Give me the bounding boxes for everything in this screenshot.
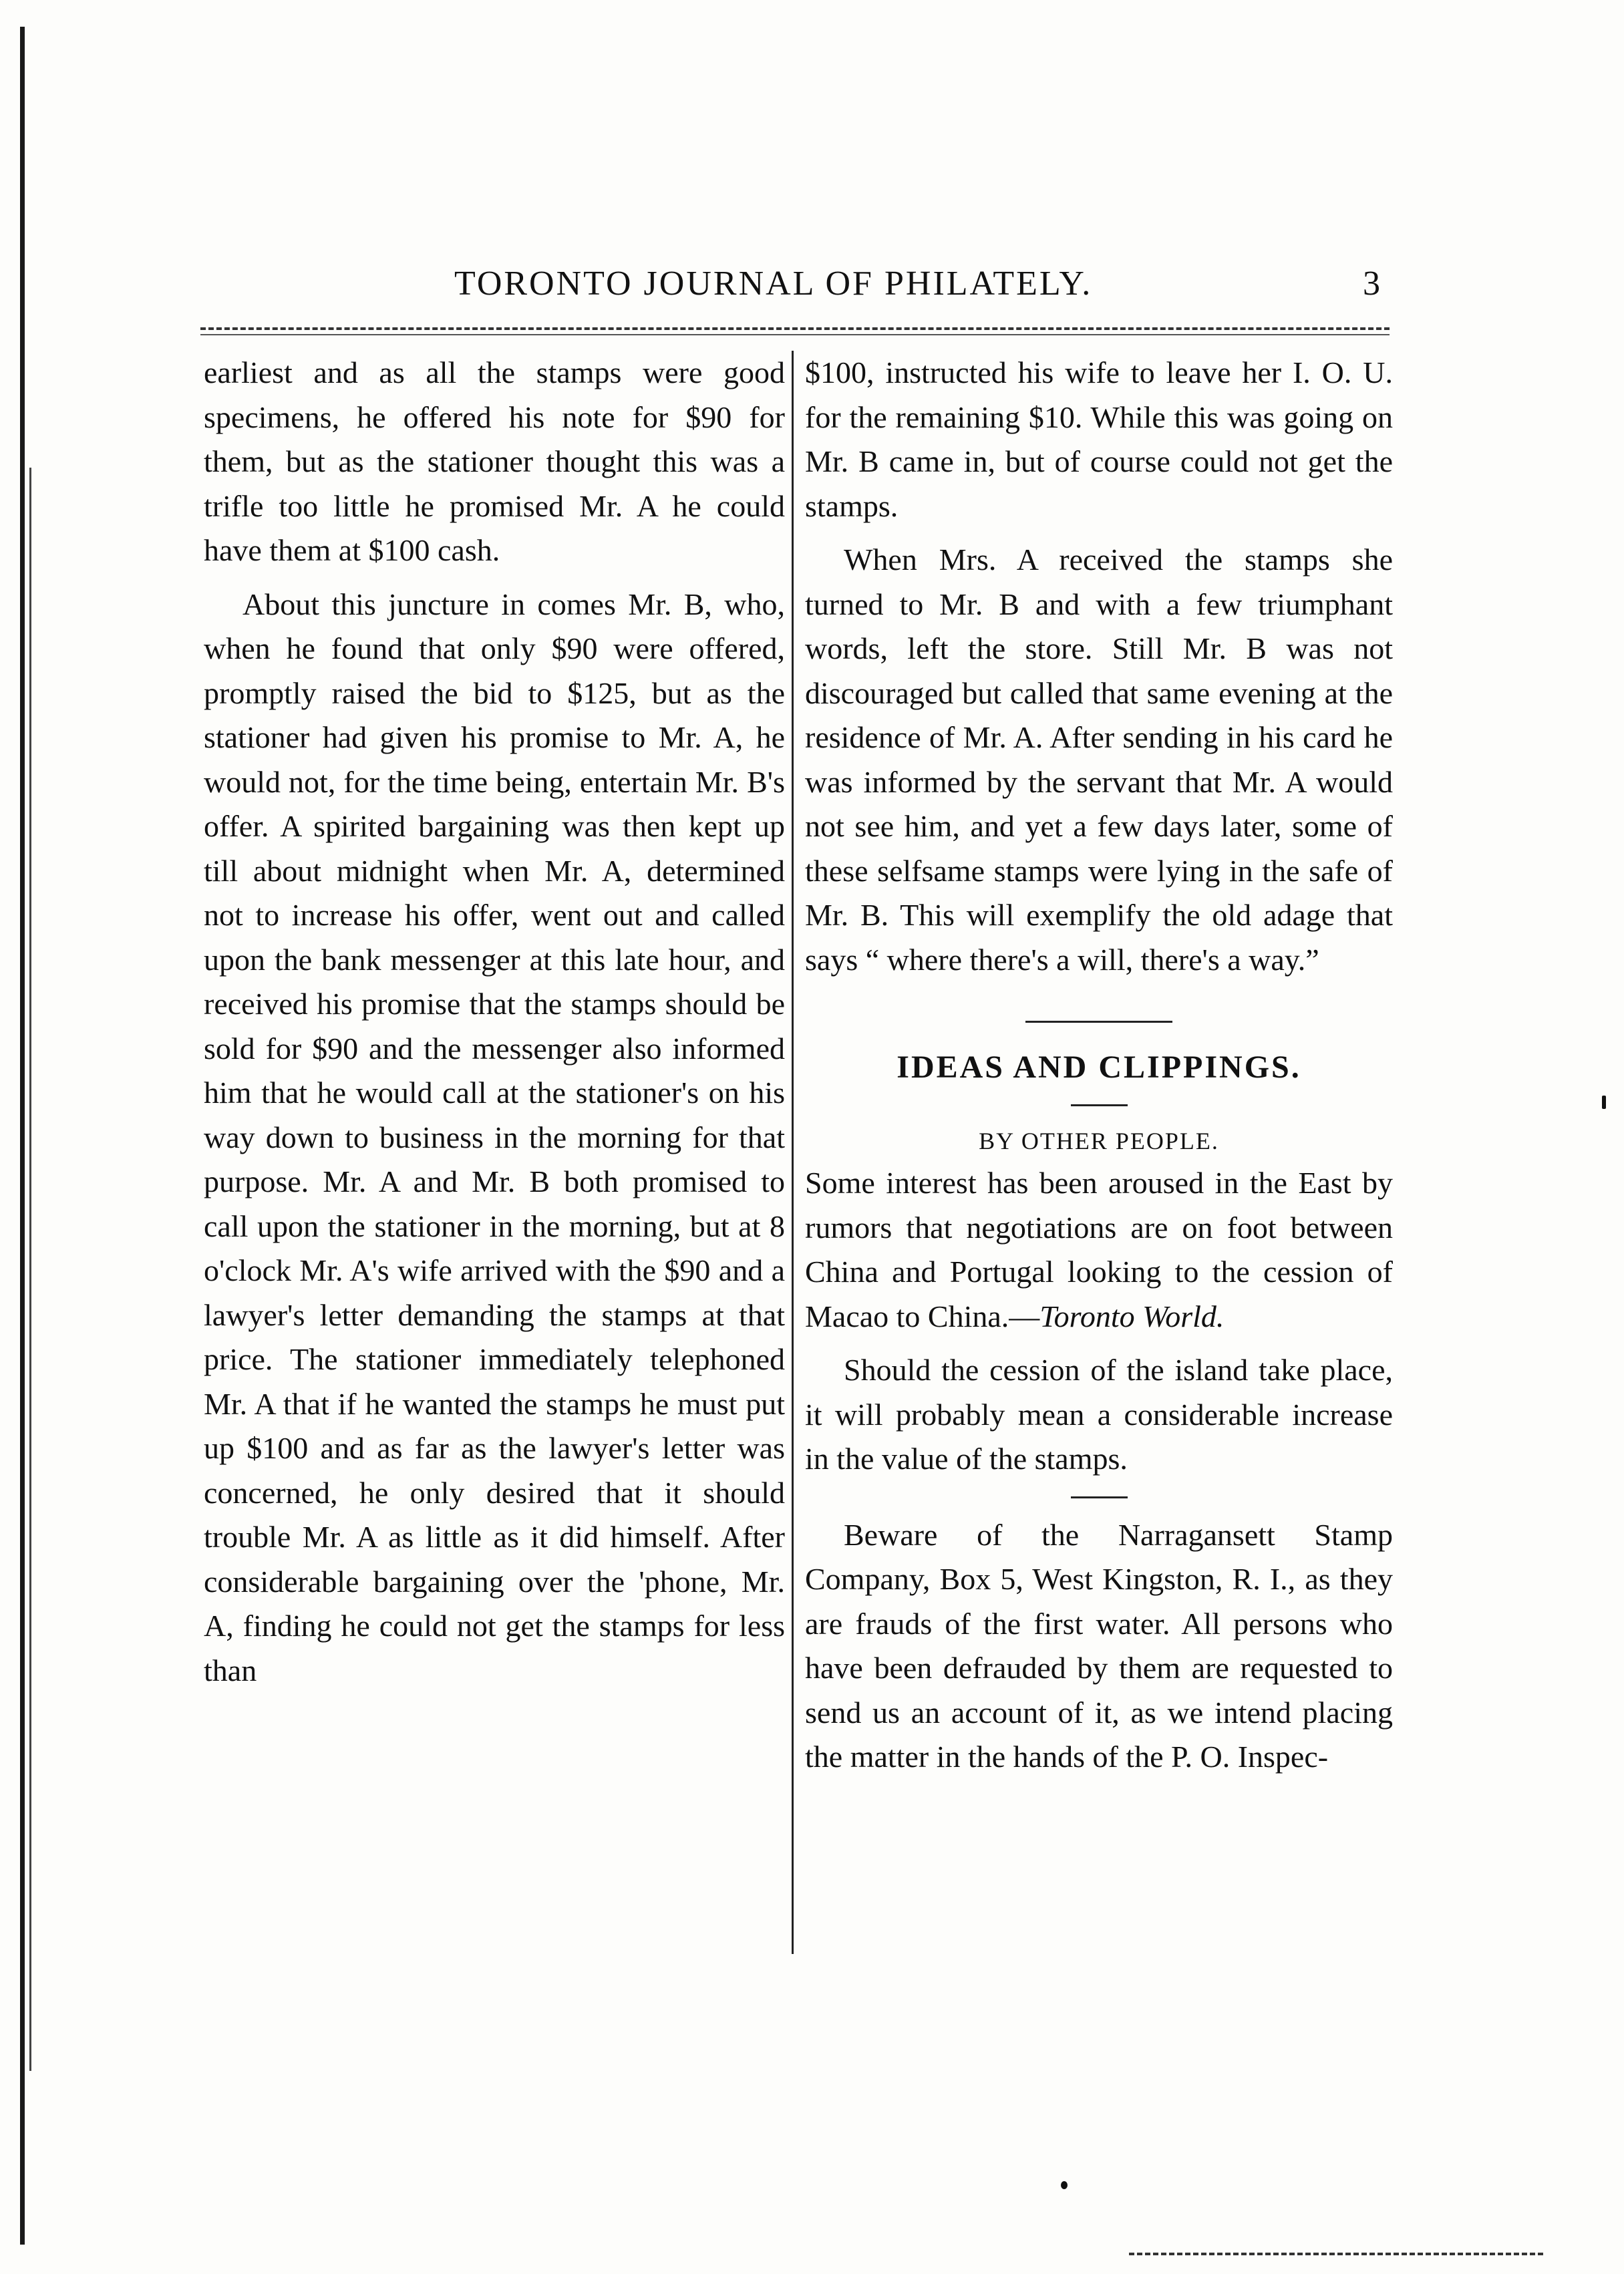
clipping-paragraph: Beware of the Narragansett Stamp Company, Box 5, West Kingston, R. I., as they are frauds of the first water. All persons who have been defrauded by them are requested to send us an account of it, as we intend placing the matter in the hands of the P. O. Inspec- (805, 1517, 1393, 1774)
ink-speck (1602, 1096, 1606, 1109)
section-byline: BY OTHER PEOPLE. (979, 1128, 1219, 1154)
binding-shadow (29, 468, 31, 2071)
clipping-source: Toronto World. (1039, 1299, 1225, 1333)
header-rule (200, 327, 1390, 330)
page-header (200, 264, 1403, 311)
paragraph: earliest and as all the stamps were good specimens, he offered his note for $90 for them, but as the stationer thought this was a trifle too little he promised Mr. A he could have them at $100 cash. (204, 355, 785, 567)
section-title: IDEAS AND CLIPPINGS. (897, 1049, 1301, 1085)
clipping-paragraph (805, 1161, 1393, 1339)
title-rule (1071, 1104, 1128, 1106)
left-column (204, 351, 785, 1693)
page-number: 3 (1363, 265, 1380, 303)
clipping-rule (1071, 1496, 1128, 1498)
binding-edge (20, 27, 25, 2245)
footer-rule (1129, 2253, 1543, 2255)
section-divider (1025, 1021, 1172, 1023)
ink-speck (1061, 2181, 1068, 2189)
paragraph: When Mrs. A received the stamps she turned to Mr. B and with a few triumphant words, left the store. Still Mr. B was not discouraged but called that same evening at the residence of Mr. A. After sending in his card he was informed by the servant that Mr. A would not see him, and yet a few days later, some of these selfsame stamps were lying in the safe of Mr. B. This will exemplify the old adage that says “ where there's a will, there's a way.” (805, 542, 1393, 977)
paragraph: About this juncture in comes Mr. B, who, when he found that only $90 were offered, promptly raised the bid to $125, but as the stationer had given his promise to Mr. A, he would not, for the time being, entertain Mr. B's offer. A spirited bargaining was then kept up till about midnight when Mr. A, determined not to increase his offer, went out and called upon the bank messenger at this late hour, and received his promise that the stamps should be sold for $90 and the messenger also informed him that he would call at the stationer's on his way down to business in the morning for that purpose. Mr. A and Mr. B both promised to call upon the stationer in the morning, but at 8 o'clock Mr. A's wife arrived with the $90 and a lawyer's letter demanding the stamps at that price. The stationer immediately telephoned Mr. A that if he wanted the stamps he must put up $100 and as far as the lawyer's letter was concerned, he only desired that it should trouble Mr. A as little as it did himself. After considerable bargaining over the 'phone, Mr. A, finding he could not get the stamps for less than (204, 587, 785, 1687)
right-column (805, 351, 1393, 1780)
header-rule-inner (200, 334, 1390, 335)
running-title: TORONTO JOURNAL OF PHILATELY. (454, 265, 1093, 303)
column-divider (792, 351, 794, 1954)
clipping-paragraph: Should the cession of the island take place, it will probably mean a considerable increase in the value of the stamps. (805, 1353, 1393, 1476)
paragraph: $100, instructed his wife to leave her I. O. U. for the remaining $10. While this was going on Mr. B came in, but of course could not get the stamps. (805, 355, 1393, 523)
clipping-text: Some interest has been aroused in the East by rumors that negotiations are on foot between China and Portugal looking to the cession of Macao to China.— (805, 1166, 1393, 1333)
